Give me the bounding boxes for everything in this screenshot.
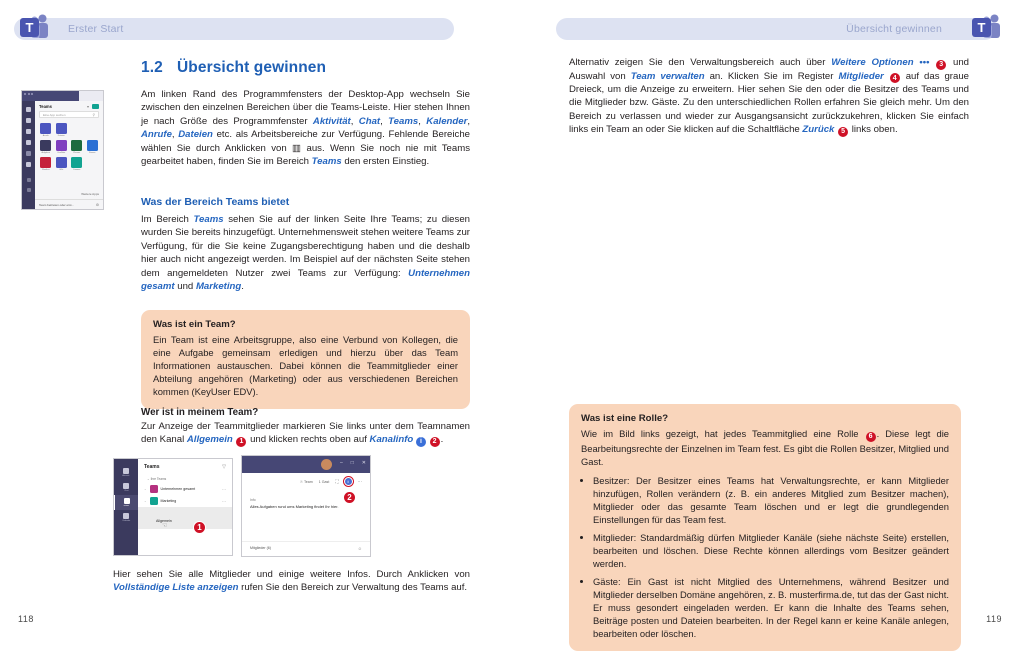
link-dateien: Dateien bbox=[178, 129, 213, 141]
ellipsis-icon: ••• bbox=[919, 57, 930, 68]
heading-teams-bereich: Was der Bereich Teams bietet bbox=[141, 196, 290, 208]
link-anrufe: Anrufe bbox=[141, 129, 172, 141]
app-tile-label: Yammer bbox=[73, 169, 81, 171]
rail-label: Kalender bbox=[122, 520, 130, 522]
link-teams-3: Teams bbox=[193, 214, 224, 225]
para-final-p1: Hier sehen Sie alle Mitglieder und einige weitere Infos. Durch Anklicken von bbox=[113, 569, 470, 580]
app-tile[interactable] bbox=[55, 140, 69, 154]
para-wer-p2: und klicken rechts oben auf bbox=[247, 434, 370, 446]
rolle-bullet-gaeste: • Gäste: Ein Gast ist nicht Mitglied des Unternehmens, während Besitzer und Mitglieder derselben Domäne angehören, z. B. musterfirma.de, tut das der Gast nicht. Er muss gesondert eingeladen werden. Er kann die Inhalte des Teams sehen, Beiträge posten und Dateien bearbeiten. In der Regel kann er keine Kanäle anlegen, bearbeiten oder löschen. bbox=[593, 575, 949, 640]
avatar[interactable] bbox=[321, 459, 332, 470]
rail-item-apps[interactable] bbox=[22, 175, 35, 185]
paragraph-final bbox=[113, 568, 470, 595]
running-header-right bbox=[556, 18, 996, 40]
app-tile[interactable] bbox=[39, 157, 53, 171]
list-rail[interactable] bbox=[114, 459, 138, 555]
svg-text:T: T bbox=[25, 20, 34, 35]
link-kanalinfo: Kanalinfo bbox=[369, 434, 414, 446]
app-tile-label: OneNote bbox=[57, 152, 66, 154]
link-zurueck: Zurück bbox=[802, 124, 835, 136]
app-tile[interactable] bbox=[70, 157, 84, 171]
search-icon: ⚲ bbox=[92, 112, 95, 117]
filter-icon[interactable]: ▽ bbox=[222, 464, 226, 470]
team-item-label: Marketing bbox=[160, 499, 177, 503]
link-mitglieder: Mitglieder bbox=[838, 70, 884, 82]
intro-paragraph: Am linken Rand des Programmfensters der Desktop-App wechseln Sie zwischen den einzelnen Bereichen über die Teams-Leiste. Hier stehen Ihnen je nach Größe des Programmfenster Aktivität, Chat, Teams, Kalender, Anrufe, Dateien etc. als Arbeitsbereiche zur Verfügung. Fehlende Bereiche wählen Sie durch Anklicken von ▥ aus. Wenn Sie noch nie mit Teams gearbeitet haben, finden Sie im Bereich Teams den ersten Einstieg. bbox=[141, 89, 470, 168]
rail-item-aktivitaet[interactable] bbox=[22, 104, 35, 115]
app-tile-label: Wiki bbox=[59, 169, 64, 171]
app-tile-label: Planner bbox=[73, 152, 81, 154]
channel-item-allgemein[interactable] bbox=[138, 507, 232, 529]
callout-was-ist-eine-rolle bbox=[569, 404, 961, 651]
list-group-label: ⌄ Ihre Teams bbox=[147, 477, 167, 481]
apps-panel-title: Teams bbox=[39, 104, 52, 109]
page-number-right: 119 bbox=[986, 614, 1002, 624]
svg-text:T: T bbox=[977, 20, 986, 35]
callout-rolle-intro bbox=[581, 427, 949, 468]
section-number: 1.2 bbox=[141, 59, 163, 76]
screenshot-teams-list bbox=[113, 458, 233, 556]
para-teams-p3: und bbox=[174, 281, 196, 293]
callout-rolle-title: Was ist eine Rolle? bbox=[581, 413, 669, 424]
section-heading bbox=[141, 59, 326, 77]
highlight-ring-info bbox=[343, 476, 354, 487]
link-vollstaendige-liste: Vollständige Liste anzeigen bbox=[113, 582, 239, 594]
marker-1-callout: 1 bbox=[193, 521, 206, 534]
marker-4: 4 bbox=[890, 73, 900, 83]
filter-icon[interactable]: ▾ bbox=[86, 104, 89, 109]
link-weitere-optionen: Weitere Optionen bbox=[831, 57, 914, 68]
list-panel bbox=[138, 459, 232, 555]
paragraph-wer bbox=[141, 420, 470, 447]
link-kalender: Kalender bbox=[426, 115, 468, 127]
screenshot-channel-info bbox=[241, 455, 371, 557]
running-header-left bbox=[14, 18, 454, 40]
app-tile[interactable] bbox=[86, 140, 100, 154]
app-tile-label: Anrufe bbox=[42, 135, 49, 137]
rail-item-chat[interactable] bbox=[22, 115, 35, 126]
para-alt-p3: an. Klicken Sie im Register bbox=[704, 70, 839, 82]
app-tile-label: Stream bbox=[89, 152, 96, 154]
para-wer-p3: . bbox=[440, 434, 444, 446]
rolle-intro-p1: Wie im Bild links gezeigt, hat jedes Teammitglied eine Rolle bbox=[581, 428, 865, 439]
rolle-bullet-list bbox=[581, 474, 949, 640]
team-item-unternehmen[interactable]: ⌄ Unternehmen gesamt ⋯ bbox=[144, 486, 226, 492]
para-teams-p1: Im Bereich bbox=[141, 214, 194, 225]
rail-label: Teams bbox=[123, 505, 130, 507]
video-icon[interactable]: ⛶ bbox=[335, 479, 339, 484]
teams-logo-right bbox=[969, 12, 1003, 46]
rail-item-kalender[interactable] bbox=[114, 510, 138, 525]
rolle-bullet-besitzer: • Besitzer: Der Besitzer eines Teams hat Verwaltungsrechte, er kann Mitglieder hinzufügen, Rollen verändern (z. B. ein anderes Mitglied zum Besitzer machen), Mitglieder oder das gesamte Team löschen und er legt die grundlegenden Einstellungen für das Team fest. bbox=[593, 474, 949, 526]
app-tile[interactable] bbox=[39, 123, 53, 137]
apps-rail[interactable] bbox=[22, 101, 35, 209]
link-teams-2: Teams bbox=[311, 156, 342, 168]
link-unternehmen-gesamt: Unternehmen gesamt bbox=[141, 267, 470, 293]
channel-label: Allgemein bbox=[156, 519, 172, 523]
rolle-intro-p2: . Diese legt die Bearbeitungsrechte der Einzelnen im Team fest. Es gibt die Rollen Besitzer, Mitglied und Gast. bbox=[581, 428, 949, 467]
minimize-button[interactable]: – bbox=[339, 460, 343, 466]
rail-label: Aktivität bbox=[122, 475, 130, 477]
para-wer-p1: Zur Anzeige der Teammitglieder markieren Sie links unter dem Teamnamen den Kanal bbox=[141, 421, 470, 446]
app-tile-label: Weather bbox=[41, 169, 50, 171]
intro-part2: etc. als Arbeitsbereiche zur Verfügung. Fehlende Bereiche wählen Sie durch Anklicken von ▥ aus. Wenn Sie noch nie mit Teams gearbeitet haben, finden Sie im Bereich bbox=[141, 129, 470, 168]
page-number-left: 118 bbox=[18, 614, 34, 624]
info-icon: i bbox=[416, 437, 426, 447]
link-chat: Chat bbox=[358, 115, 381, 127]
rolle-bullet-mitglieder: • Mitglieder: Standardmäßig dürfen Mitglieder Kanäle (siehe nächste Seite) erstellen, bearbeiten und löschen. Diese Rechte können allerdings vom Besitzer geändert werden. bbox=[593, 531, 949, 570]
marker-1: 1 bbox=[236, 437, 246, 447]
members-icon[interactable]: ☺ bbox=[357, 546, 362, 551]
team-item-label: Unternehmen gesamt bbox=[160, 487, 196, 491]
alt-paragraph-block bbox=[569, 56, 969, 137]
para-teams-p4: . bbox=[241, 281, 244, 293]
app-tile[interactable] bbox=[55, 157, 69, 171]
para-alt-p4: auf das graue Dreieck, um die Anzeige zu erweitern. Hier sehen Sie den oder die Besitzer des Teams und die Mitglieder bzw. Gäste. Zu den unterschiedlichen Rollen erfahren Sie gleich mehr. Um den Bereich zu verlassen und wieder zur Ausgangsansicht zurückzukehren, klicken Sie einfach links ein Team an oder Sie klicken auf die Schaltfläche bbox=[569, 70, 970, 136]
more-apps-link[interactable]: Weitere Apps bbox=[81, 192, 99, 196]
marker-6: 6 bbox=[866, 432, 876, 442]
rail-item-hilfe[interactable] bbox=[22, 185, 35, 195]
intro-part3: den ersten Einstieg. bbox=[341, 156, 430, 168]
callout-was-ist-ein-team bbox=[141, 310, 470, 409]
heading-wer-ist-in-meinem-team: Wer ist in meinem Team? bbox=[141, 407, 259, 418]
paragraph-alternativ bbox=[569, 56, 969, 137]
close-button[interactable]: ✕ bbox=[361, 460, 366, 466]
team-item-marketing[interactable]: ⌄ Marketing ⋯ bbox=[144, 498, 226, 504]
para-alt-p5: links oben. bbox=[849, 124, 898, 136]
link-aktivitaet: Aktivität bbox=[312, 115, 351, 127]
app-tile-label: Aufgaben bbox=[41, 152, 51, 154]
info-description: Alles Aufgaben rund ums Marketing findet Ihr hier. bbox=[250, 504, 339, 509]
rail-item-teams[interactable] bbox=[22, 126, 35, 137]
marker-2: 2 bbox=[430, 437, 440, 447]
callout-team-title: Was ist ein Team? bbox=[153, 319, 236, 330]
apps-footer-label[interactable]: Team beitreten oder erst... bbox=[39, 202, 75, 207]
cursor-icon: ☜ bbox=[162, 523, 168, 529]
intro-part1: Am linken Rand des Programmfensters der Desktop-App wechseln Sie zwischen den einzelnen Bereichen über die Teams-Leiste. Hier stehen Ihnen je nach Größe des Programmfenster bbox=[141, 89, 470, 127]
new-team-button[interactable] bbox=[92, 104, 99, 109]
rail-item-chat[interactable] bbox=[114, 480, 138, 495]
app-tile[interactable] bbox=[39, 140, 53, 154]
list-panel-title: Teams bbox=[144, 464, 160, 470]
apps-titlebar bbox=[22, 91, 103, 101]
app-tile-label: Dateien bbox=[57, 135, 65, 137]
marker-5: 5 bbox=[838, 127, 848, 137]
channel-info-icon[interactable]: i bbox=[345, 478, 352, 485]
gear-icon[interactable]: ⚙ bbox=[95, 202, 99, 207]
marker-2-callout: 2 bbox=[343, 491, 356, 504]
maximize-button[interactable]: □ bbox=[350, 460, 354, 466]
para-final-p2: rufen Sie den Bereich zur Verwaltung des Teams auf. bbox=[238, 582, 468, 594]
more-options-icon[interactable]: ⋯ bbox=[222, 486, 226, 492]
right-page bbox=[510, 0, 1020, 644]
running-header-right-text: Übersicht gewinnen bbox=[846, 23, 942, 35]
intro-paragraph-block bbox=[141, 88, 470, 168]
team-badge: ☉ Team bbox=[299, 479, 313, 484]
left-page bbox=[0, 0, 510, 644]
teams-logo-left bbox=[17, 12, 51, 46]
para-teams-p2: sehen Sie auf der linken Seite Ihre Teams; zu diesen wurden Sie bereits hinzugefügt. Unternehmensweit stehen weitere Teams zur Verfügung, für die Sie keine Zugangsberechtigung haben und die deshalb hier auch nicht angezeigt werden. Im Beispiel auf der nächsten Seite stehen dem angemeldeten Nutzer zwei Teams zur Verfügung: bbox=[141, 214, 470, 279]
rail-item-aktivitaet[interactable] bbox=[114, 465, 138, 480]
link-allgemein: Allgemein bbox=[186, 434, 233, 446]
link-marketing: Marketing bbox=[195, 281, 242, 293]
final-paragraph-block bbox=[113, 568, 470, 595]
rail-item-kalender[interactable] bbox=[22, 137, 35, 148]
wer-section-block bbox=[141, 407, 470, 447]
para-alt-p2: und Auswahl von bbox=[569, 57, 970, 82]
teams-section-block bbox=[141, 196, 470, 293]
link-teams: Teams bbox=[388, 115, 419, 127]
link-team-verwalten: Team verwalten bbox=[630, 70, 705, 82]
app-tile[interactable] bbox=[55, 123, 69, 137]
rail-item-anrufe[interactable] bbox=[22, 148, 35, 159]
rail-item-teams[interactable] bbox=[114, 495, 138, 510]
more-options-icon[interactable]: ⋯ bbox=[357, 478, 362, 484]
rail-item-dateien[interactable] bbox=[22, 159, 35, 170]
marker-3: 3 bbox=[936, 60, 946, 70]
more-options-icon[interactable]: ⋯ bbox=[222, 498, 226, 504]
para-alt-p1: Alternativ zeigen Sie den Verwaltungsbereich auch über bbox=[569, 57, 832, 68]
apps-search-placeholder: Eine App suchen bbox=[43, 112, 66, 117]
paragraph-teams bbox=[141, 213, 470, 293]
info-titlebar bbox=[242, 456, 370, 473]
app-tile[interactable] bbox=[70, 140, 84, 154]
info-label: Info bbox=[250, 498, 256, 502]
apps-panel bbox=[35, 101, 103, 209]
section-title: Übersicht gewinnen bbox=[177, 59, 327, 76]
members-count-label: Mitglieder (6) bbox=[250, 546, 271, 550]
rail-label: Chat bbox=[123, 490, 129, 492]
apps-search-input[interactable] bbox=[39, 111, 99, 118]
screenshot-apps-flyout bbox=[21, 90, 104, 210]
callout-team-text: Ein Team ist eine Arbeitsgruppe, also eine Verbund von Kollegen, die eine Aufgabe gemeinsam erledigen und hierzu über das Team Informationen austauschen. Dabei können die Teammitglieder einer Abteilung angehören (Marketing) oder aus verschiedenen Bereichen kommen (KeyUser EDV). bbox=[153, 334, 458, 397]
guest-badge: 1 Gast bbox=[318, 479, 330, 484]
running-header-left-text: Erster Start bbox=[68, 23, 124, 35]
